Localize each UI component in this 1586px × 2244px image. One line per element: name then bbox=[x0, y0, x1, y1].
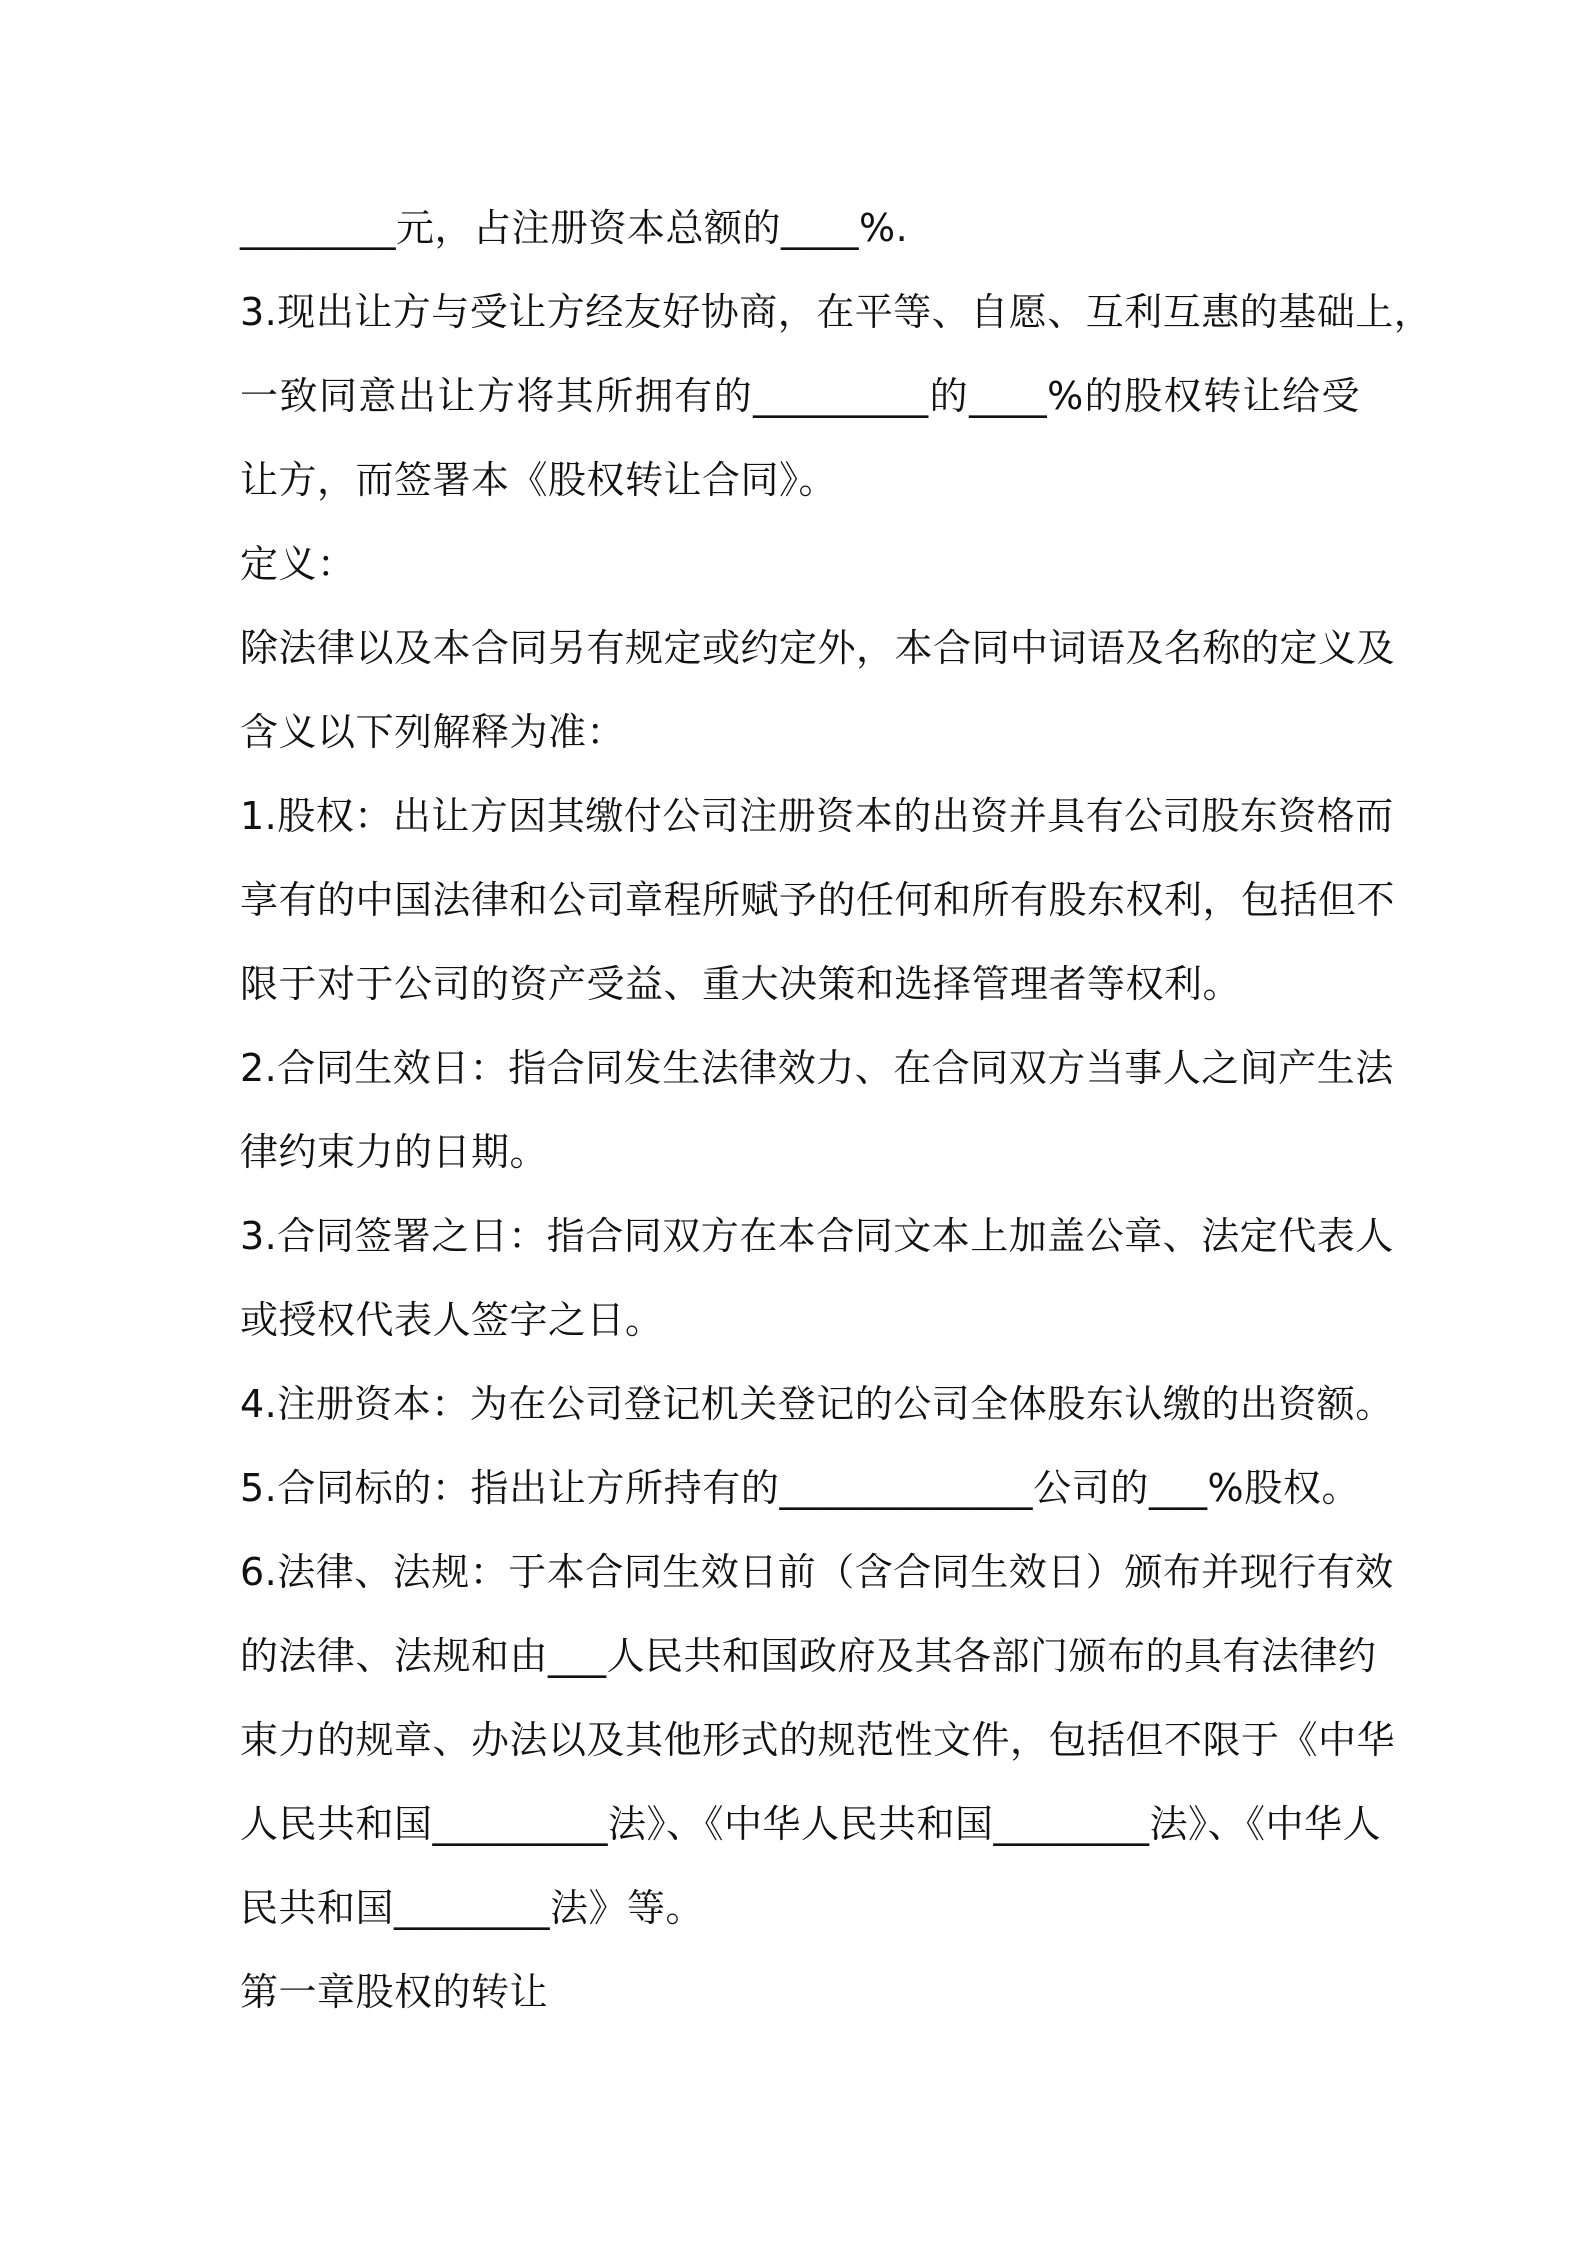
text-line: 或授权代表人签字之日。 bbox=[240, 1298, 664, 1342]
text-line: 3.合同签署之日：指合同双方在本合同文本上加盖公章、法定代表人 bbox=[240, 1214, 1394, 1258]
text-line: 除法律以及本合同另有规定或约定外，本合同中词语及名称的定义及 bbox=[240, 626, 1396, 670]
text-line: 人民共和国_________法》、《中华人民共和国________法》、《中华人 bbox=[240, 1802, 1382, 1846]
text-line: 含义以下列解释为准： bbox=[240, 710, 626, 754]
text-line: 民共和国________法》等。 bbox=[240, 1886, 705, 1930]
text-line: 1.股权：出让方因其缴付公司注册资本的出资并具有公司股东资格而 bbox=[240, 794, 1394, 838]
text-line: 束力的规章、办法以及其他形式的规范性文件，包括但不限于《中华 bbox=[240, 1718, 1396, 1762]
text-line: 享有的中国法律和公司章程所赋予的任何和所有股东权利，包括但不 bbox=[240, 878, 1396, 922]
chapter-heading: 第一章股权的转让 bbox=[240, 1970, 549, 2014]
text-line: 一致同意出让方将其所拥有的_________的____%的股权转让给受 bbox=[240, 374, 1360, 418]
text-line: 3.现出让方与受让方经友好协商，在平等、自愿、互利互惠的基础上， bbox=[240, 290, 1433, 334]
text-line: 让方，而签署本《股权转让合同》。 bbox=[240, 458, 838, 502]
text-line: 2.合同生效日：指合同发生法律效力、在合同双方当事人之间产生法 bbox=[240, 1046, 1394, 1090]
document-body bbox=[240, 186, 1433, 2034]
text-line: 的法律、法规和由___人民共和国政府及其各部门颁布的具有法律约 bbox=[240, 1634, 1377, 1678]
text-line: 限于对于公司的资产受益、重大决策和选择管理者等权利。 bbox=[240, 962, 1242, 1006]
text-line: 5.合同标的：指出让方所持有的_____________公司的___%股权。 bbox=[240, 1466, 1360, 1510]
text-line: 律约束力的日期。 bbox=[240, 1130, 549, 1174]
section-heading: 定义： bbox=[240, 542, 356, 586]
text-line: 4.注册资本：为在公司登记机关登记的公司全体股东认缴的出资额。 bbox=[240, 1382, 1394, 1426]
text-line: 6.法律、法规：于本合同生效日前（含合同生效日）颁布并现行有效 bbox=[240, 1550, 1394, 1594]
text-line: ________元，占注册资本总额的____%. bbox=[240, 206, 909, 250]
